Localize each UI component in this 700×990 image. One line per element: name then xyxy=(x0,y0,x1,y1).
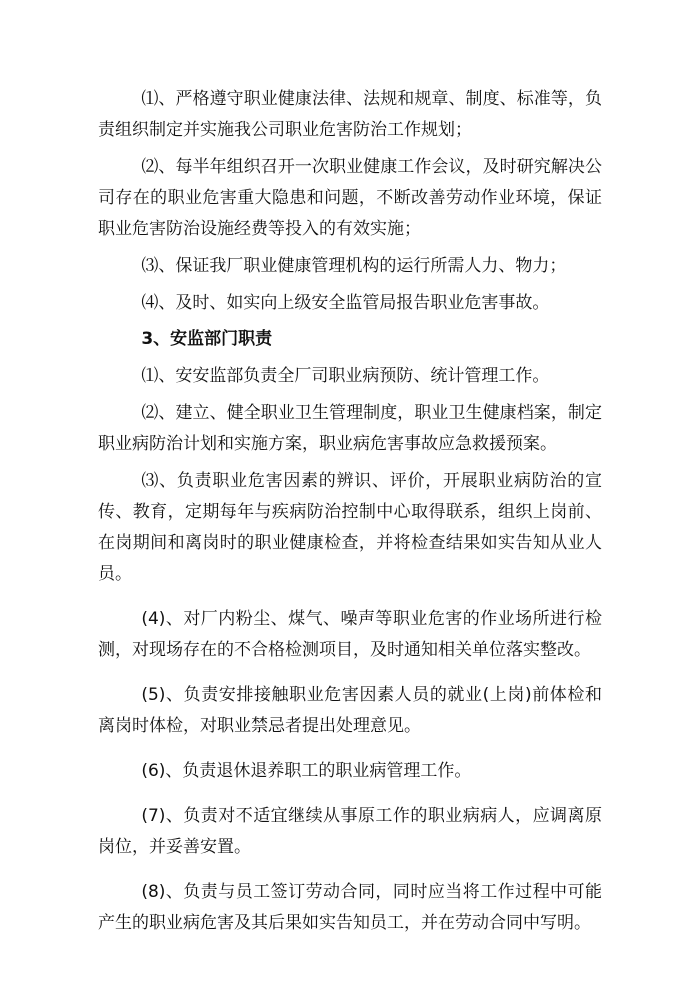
paragraph-3-5: (5)、负责安排接触职业危害因素人员的就业(上岗)前体检和离岗时体检，对职业禁忌者提出处理意见。 xyxy=(98,685,602,736)
paragraph-3-4: (4)、对厂内粉尘、煤气、噪声等职业危害的作业场所进行检测，对现场存在的不合格检测项目，及时通知相关单位落实整改。 xyxy=(98,609,602,660)
paragraph-3-2: ⑵、建立、健全职业卫生管理制度，职业卫生健康档案，制定职业病防治计划和实施方案，职业病危害事故应急救援预案。 xyxy=(98,403,602,454)
document-page xyxy=(98,84,602,939)
paragraph-3-3: ⑶、负责职业危害因素的辨识、评价，开展职业病防治的宣传、教育，定期每年与疾病防治控制中心取得联系，组织上岗前、在岗期间和离岗时的职业健康检查，并将检查结果如实告知从业人员。 xyxy=(98,471,602,584)
paragraph-3-6: (6)、负责退休退养职工的职业病管理工作。 xyxy=(141,761,472,781)
paragraph-1-3: ⑶、保证我厂职业健康管理机构的运行所需人力、物力； xyxy=(141,256,567,276)
paragraph-3-7: (7)、负责对不适宜继续从事原工作的职业病病人，应调离原岗位，并妥善安置。 xyxy=(98,806,602,857)
paragraph-1-2: ⑵、每半年组织召开一次职业健康工作会议，及时研究解决公司存在的职业危害重大隐患和问题，不断改善劳动作业环境，保证职业危害防治设施经费等投入的有效实施； xyxy=(98,157,602,239)
paragraph-3-1: ⑴、安安监部负责全厂司职业病预防、统计管理工作。 xyxy=(141,366,550,386)
section-heading: 3、安监部门职责 xyxy=(141,329,273,349)
paragraph-3-8: (8)、负责与员工签订劳动合同，同时应当将工作过程中可能产生的职业病危害及其后果如实告知员工，并在劳动合同中写明。 xyxy=(98,882,602,933)
paragraph-1-4: ⑷、及时、如实向上级安全监管局报告职业危害事故。 xyxy=(141,293,550,313)
paragraph-1-1: ⑴、严格遵守职业健康法律、法规和规章、制度、标准等，负责组织制定并实施我公司职业危害防治工作规划； xyxy=(98,89,602,140)
